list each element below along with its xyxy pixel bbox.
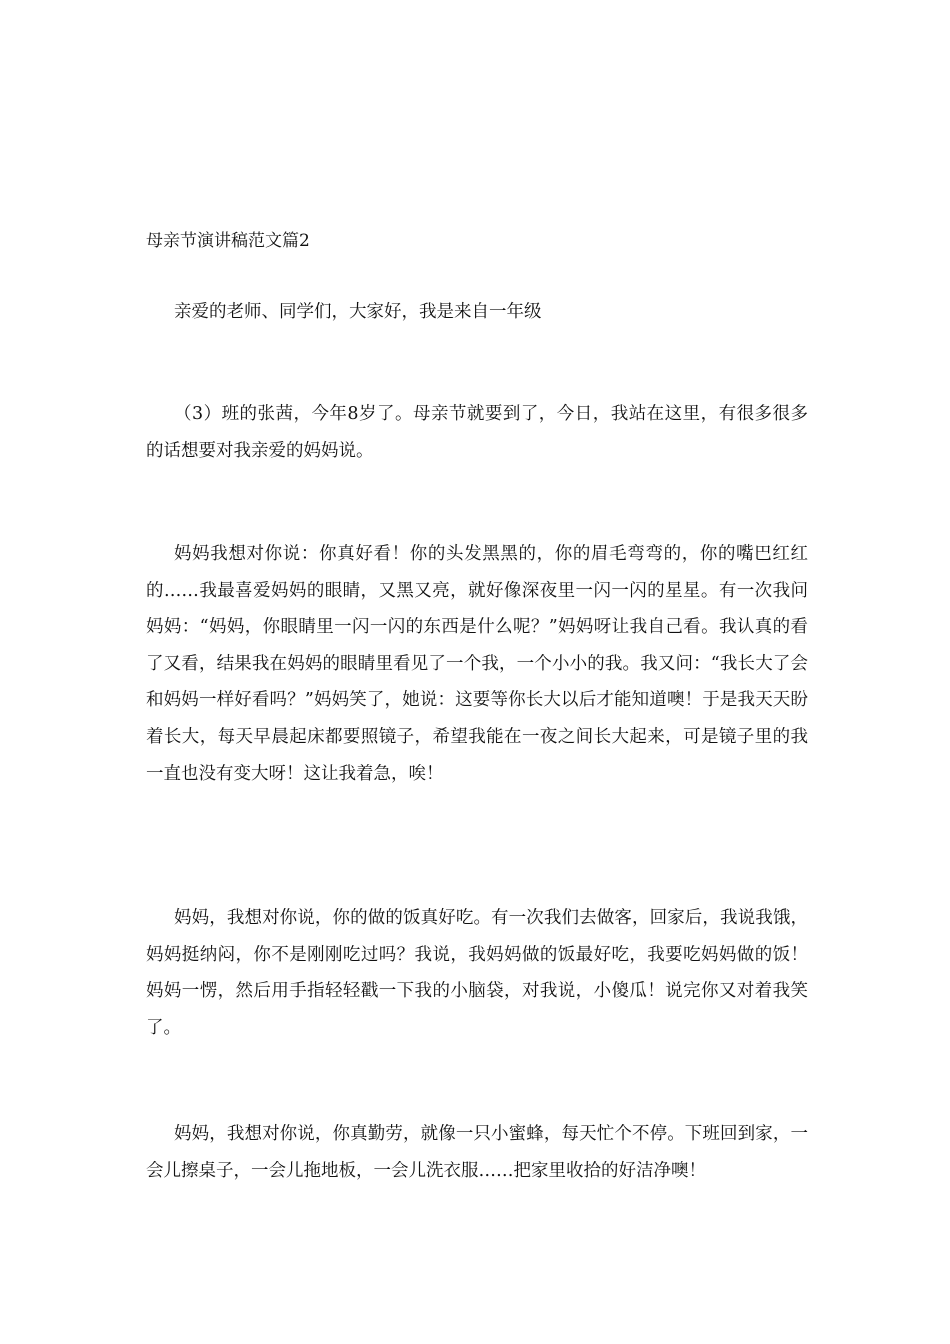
paragraph-delicious-food: 妈妈，我想对你说，你的做的饭真好吃。有一次我们去做客，回家后，我说我饿，妈妈挺纳闷，你不是刚刚吃过吗？我说，我妈妈做的饭最好吃，我要吃妈妈做的饭！妈妈一愣，然后用手指轻轻戳一下我的小脑袋，对我说，小傻瓜！说完你又对着我笑了。 (146, 908, 808, 1038)
document-title: 母亲节演讲稿范文篇2 (146, 231, 310, 251)
paragraph-greeting: 亲爱的老师、同学们，大家好，我是来自一年级 (174, 302, 542, 322)
paragraph-introduction: （3）班的张茜，今年8岁了。母亲节就要到了，今日，我站在这里，有很多很多的话想要对我亲爱的妈妈说。 (146, 404, 808, 461)
paragraph-hardworking-mother: 妈妈，我想对你说，你真勤劳，就像一只小蜜蜂，每天忙个不停。下班回到家，一会儿擦桌子，一会儿拖地板，一会儿洗衣服……把家里收拾的好洁净噢！ (146, 1124, 808, 1181)
paragraph-beautiful-mother: 妈妈我想对你说：你真好看！你的头发黑黑的，你的眉毛弯弯的，你的嘴巴红红的……我最喜爱妈妈的眼睛，又黑又亮，就好像深夜里一闪一闪的星星。有一次我问妈妈：“妈妈，你眼睛里一闪一闪的东西是什么呢？”妈妈呀让我自己看。我认真的看了又看，结果我在妈妈的眼睛里看见了一个我，一个小小的我。我又问：“我长大了会和妈妈一样好看吗？”妈妈笑了，她说：这要等你长大以后才能知道噢！于是我天天盼着长大，每天早晨起床都要照镜子，希望我能在一夜之间长大起来，可是镜子里的我一直也没有变大呀！这让我着急，唉！ (146, 544, 808, 784)
